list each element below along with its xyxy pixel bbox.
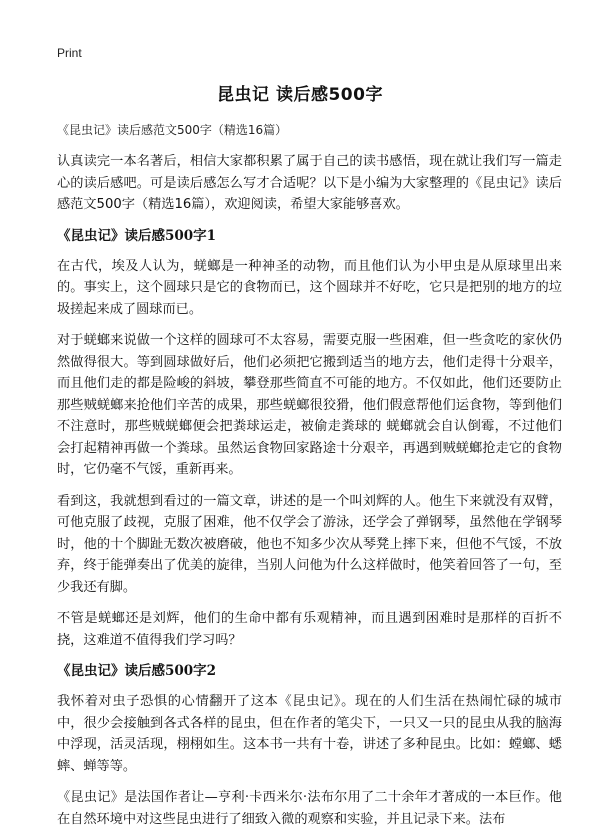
article-body	[57, 121, 562, 828]
section-1-paragraph-1: 在古代，埃及人认为，蜣螂是一种神圣的动物，而且他们认为小甲虫是从原球里出来的。事实上，这个圆球只是它的食物而已，这个圆球并不好吃，它只是把别的地方的垃圾搓起来成了圆球而已。	[57, 258, 562, 317]
intro-paragraph: 认真读完一本名著后，相信大家都积累了属于自己的读书感悟，现在就让我们写一篇走心的读后感吧。可是读后感怎么写才合适呢？以下是小编为大家整理的《昆虫记》读后感范文500字（精选16篇），欢迎阅读，希望大家能够喜欢。	[57, 154, 562, 212]
article-subtitle: 《昆虫记》读后感范文500字（精选16篇）	[57, 123, 288, 137]
section-heading-2: 《昆虫记》读后感500字2	[57, 663, 217, 679]
section-heading-1: 《昆虫记》读后感500字1	[57, 227, 217, 244]
page-title: 昆虫记 读后感500字	[217, 85, 383, 105]
section-2-paragraph-1: 我怀着对虫子恐惧的心情翻开了这本《昆虫记》。现在的人们生活在热闹忙碌的城市中，很少会接触到各式各样的昆虫，但在作者的笔尖下，一只又一只的昆虫从我的脑海中浮现，活灵活现，栩栩如生。这本书一共有十卷，讲述了多种昆虫。比如：螳螂、蟋蟀、蝉等等。	[57, 694, 562, 774]
section-1-paragraph-2: 对于蜣螂来说做一个这样的圆球可不太容易，需要克服一些困难，但一些贪吃的家伙仍然做得很大。等到圆球做好后，他们必须把它搬到适当的地方去，他们走得十分艰辛，而且他们走的都是险峻的斜坡，攀登那些简直不可能的地方。不仅如此，他们还要防止那些贼蜣螂来抢他们辛苦的成果，那些蜣螂很狡猾，他们假意帮他们运食物，等到他们不注意时，那些贼蜣螂便会把粪球运走，被偷走粪球的 蜣螂就会自认倒霉，不过他们会打起精神再做一个粪球。虽然运食物回家路途十分艰辛，再遇到贼蜣螂抢走它的食物时，它仍毫不气馁，重新再来。	[57, 333, 562, 477]
section-1-paragraph-4: 不管是蜣螂还是刘辉，他们的生命中都有乐观精神，而且遇到困难时是那样的百折不挠，这难道不值得我们学习吗？	[57, 611, 562, 648]
section-1-paragraph-3: 看到这，我就想到看过的一篇文章，讲述的是一个叫刘辉的人。他生下来就没有双臂，可他克服了歧视，克服了困难，他不仅学会了游泳，还学会了弹钢琴，虽然他在学钢琴时，他的十个脚趾无数次被磨破，他也不知多少次从琴凳上摔下来，但他不气馁，不放弃，终于能弹奏出了优美的旋律，当别人问他为什么这样做时，他笑着回答了一句，至少我还有脚。	[57, 493, 562, 595]
section-2-paragraph-2: 《昆虫记》是法国作者让—亨利·卡西米尔·法布尔用了二十余年才著成的一本巨作。他在自然环境中对这些昆虫进行了细致入微的观察和实验，并且记录下来。法布	[57, 790, 562, 827]
print-link[interactable]: Print	[57, 46, 82, 60]
